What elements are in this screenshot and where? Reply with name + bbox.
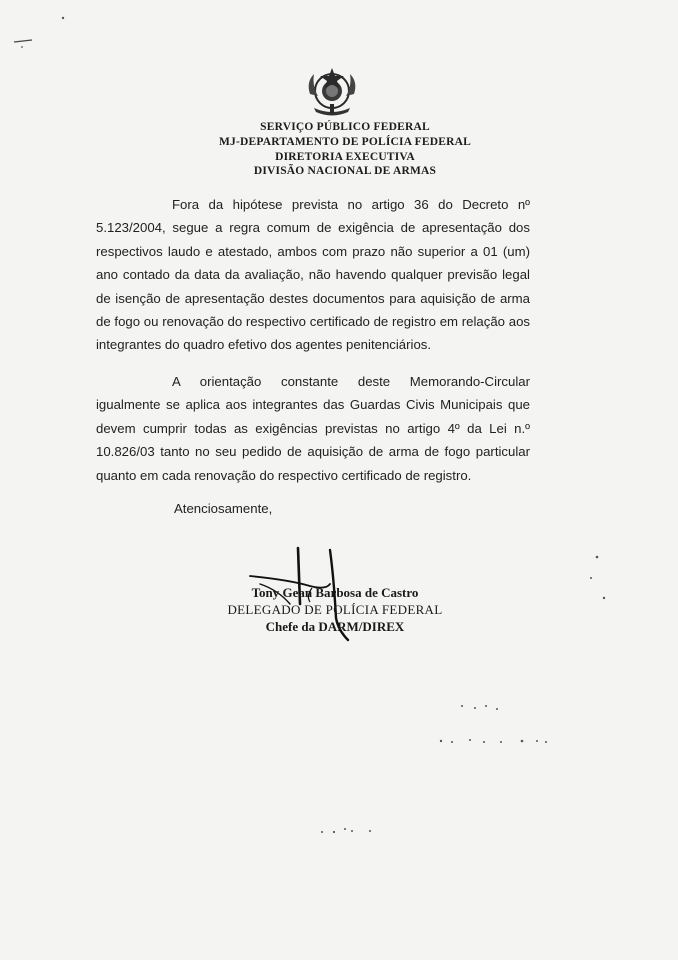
signatory-title: DELEGADO DE POLÍCIA FEDERAL	[227, 602, 443, 617]
header-line-3: DIRETORIA EXECUTIVA	[275, 150, 415, 163]
closing-salutation: Atenciosamente,	[174, 501, 273, 516]
body-paragraph-2: A orientação constante deste Memorando-Circular igualmente se aplica aos integrantes das Guardas Civis Municipais que devem cumprir todas as exigências previstas no artigo 4º da Lei n.º 10.826/03 tanto no seu pedido de aquisição de arma de fogo particular quanto em cada renovação do respectivo certificado de registro.	[96, 374, 530, 483]
body-paragraph-1: Fora da hipótese prevista no artigo 36 do Decreto nº 5.123/2004, segue a regra comum de exigência de apresentação dos respectivos laudo e atestado, ambos com prazo não superior a 01 (um) ano contado da data da avaliação, não havendo qualquer previsão legal de isenção de apresentação destes documentos para aquisição de arma de fogo ou renovação do respectivo certificado de registro em relação aos integrantes do quadro efetivo dos agentes penitenciários.	[96, 197, 530, 353]
header-line-2: MJ-DEPARTAMENTO DE POLÍCIA FEDERAL	[218, 135, 472, 148]
signatory-department: Chefe da DARM/DIREX	[265, 619, 405, 634]
header-line-4: DIVISÃO NACIONAL DE ARMAS	[253, 165, 437, 178]
header-line-1: SERVIÇO PÚBLICO FEDERAL	[260, 121, 430, 133]
signatory-name: Tony Gean Barbosa de Castro	[251, 585, 419, 600]
signature-block	[200, 584, 470, 635]
letterhead	[200, 120, 490, 179]
coat-of-arms-icon	[300, 64, 364, 120]
